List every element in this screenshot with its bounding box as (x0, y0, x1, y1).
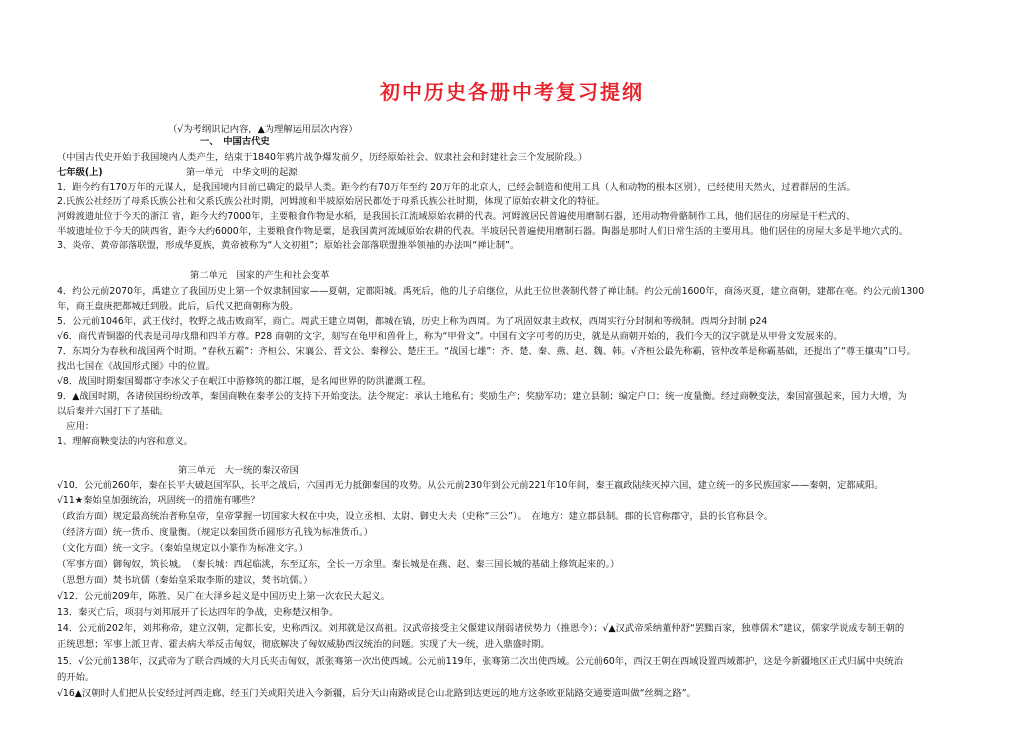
intro-text: （中国古代史开始于我国境内人类产生，结束于1840年鸦片战争爆发前夕，历经原始社会、奴隶社会和封建社会三个发展阶段。） (57, 152, 588, 163)
unit2-line: √8．战国时期秦国蜀郡守李冰父子在岷江中游修筑的都江堰，是名闻世界的防洪灌溉工程。 (57, 376, 432, 387)
unit3-line: 14．公元前202年，刘邦称帝，建立汉朝，定都长安，史称西汉。刘邦就是汉高祖。汉武帝接受主父偃建议削弱诸侯势力（推恩令）；√▲汉武帝采纳董仲舒“罢黜百家，独尊儒术”建议，儒家学说成专制王朝的 (57, 623, 905, 634)
unit2-line: 5．公元前1046年，武王伐纣，牧野之战击败商军，商亡。周武王建立周朝，都城在镐，历史上称为西周。为了巩固奴隶主政权，西周实行分封制和等级制。西周分封制 p24 (57, 316, 768, 327)
unit2-title: 第二单元 国家的产生和社会变革 (190, 270, 330, 281)
unit1-line: 3、炎帝、黄帝部落联盟，形成华夏族，黄帝被称为“人文初祖”；原始社会部落联盟推举领袖的办法叫“禅让制”。 (57, 240, 520, 251)
unit3-line: 13．秦灭亡后，项羽与刘邦展开了长达四年的争战，史称楚汉相争。 (57, 607, 339, 618)
unit2-line: 1、理解商鞅变法的内容和意义。 (57, 436, 194, 447)
unit2-line: 年，商王盘庚把都城迁到殷。此后，后代又把商朝称为殷。 (57, 301, 299, 312)
unit3-line: √12．公元前209年，陈胜、吴广在大泽乡起义是中国历史上第一次农民大起义。 (57, 591, 390, 602)
unit3-line: （军事方面）御匈奴，筑长城。 （秦长城：西起临洮，东至辽东，全长一万余里。秦长城是在燕、赵、秦三国长城的基础上修筑起来的。） (57, 559, 620, 570)
unit1-line: 2.氏族公社经历了母系氏族公社和父系氏族公社时期，河姆渡和半坡原始居民都处于母系氏族公社时期，体现了原始农耕文化的特征。 (57, 196, 606, 207)
unit3-line: （经济方面）统一货币、度量衡。（规定以秦国货币圆形方孔钱为标准货币。） (57, 527, 374, 538)
document-title: 初中历史各册中考复习提纲 (380, 80, 644, 104)
unit2-line: 以后秦并六国打下了基础。 (57, 406, 169, 417)
unit3-title: 第三单元 大一统的秦汉帝国 (178, 465, 299, 476)
unit3-line: 15．√公元前138年，汉武帝为了联合西域的大月氏夹击匈奴，派张骞第一次出使西域。公元前119年，张骞第二次出使西域。公元前60年，西汉王朝在西域设置西域都护，这是今新疆地区正式归属中央统治 (57, 656, 904, 667)
unit2-line: 7．东周分为春秋和战国两个时期。“春秋五霸”：齐桓公、宋襄公、晋文公、秦穆公、楚庄王。“战国七雄”：齐、楚、秦、燕、赵、魏、韩。√齐桓公最先称霸，管仲改革是称霸基础，还提出了“尊王攘夷”口号。 (57, 346, 916, 357)
unit2-line: √6．商代青铜器的代表是司母戊鼎和四羊方尊。P28 商朝的文字，刻写在龟甲和兽骨上，称为“甲骨文”。中国有文字可考的历史，就是从商朝开始的，我们今天的汉字就是从甲骨文发展来的。 (57, 331, 843, 342)
part-heading: 一、 中国古代史 (200, 136, 270, 147)
unit2-line: 找出七国在《战国形式图》中的位置。 (57, 361, 216, 372)
legend-note: （√为考纲识记内容，▲为理解运用层次内容） (168, 124, 358, 135)
unit2-line: 4．约公元前2070年，禹建立了我国历史上第一个奴隶制国家——夏朝，定都阳城。禹死后，他的儿子启继位，从此王位世袭制代替了禅让制。约公元前1600年，商汤灭夏，建立商朝，建都在亳。约公元前1300 (57, 286, 925, 297)
unit3-line: √11★秦始皇加强统治，巩固统一的措施有哪些？ (57, 495, 260, 506)
unit2-line: 应用： (57, 421, 95, 432)
unit3-line: （思想方面）焚书坑儒（秦始皇采取李斯的建议，焚书坑儒。） (57, 575, 313, 586)
unit3-line: （政治方面）规定最高统治者称皇帝，皇帝掌握一切国家大权在中央，设立丞相、太尉、御史大夫（史称“三公”）。 在地方：建立郡县制。郡的长官称郡守，县的长官称县令。 (57, 511, 774, 522)
grade-heading: 七年级(上) (57, 167, 103, 178)
unit1-title: 第一单元 中华文明的起源 (186, 167, 298, 178)
unit1-line: 半坡遗址位于今天的陕西省，距今大约6000年，主要粮食作物是粟，是我国黄河流域原始农耕的代表。半坡居民普遍使用磨制石器。陶器是那时人们日常生活的主要用具。他们居住的房屋大多是半地穴式的。 (57, 226, 909, 237)
unit1-line: 1．距今约有170万年的元谋人，是我国境内目前已确定的最早人类。距今约有70万年至约 20万年的北京人，已经会制造和使用工具（人和动物的根本区别），已经使用天然火，过着群居的生活。 (57, 182, 856, 193)
unit3-line: √10．公元前260年，秦在长平大破赵国军队，长平之战后，六国再无力抵御秦国的攻势。从公元前230年到公元前221年10年间，秦王嬴政陆续灭掉六国，建立统一的多民族国家——秦朝，定都咸阳。 (57, 480, 884, 491)
unit3-line: 的开始。 (57, 672, 95, 683)
unit3-line: 正统思想；军事上派卫青、霍去病大举反击匈奴，彻底解决了匈奴威胁西汉统治的问题。实现了大一统，进入鼎盛时期。 (57, 639, 550, 650)
unit1-line: 河姆渡遗址位于今天的浙江 省，距今大约7000年，主要粮食作物是水稻，是我国长江流域原始农耕的代表。河姆渡居民普遍使用磨制石器，还用动物骨骼制作工具，他们居住的房屋是干栏式的、 (57, 211, 856, 222)
unit3-line: （文化方面）统一文字。（秦始皇规定以小篆作为标准文字。） (57, 543, 309, 554)
unit2-line: 9．▲战国时期，各诸侯国纷纷改革，秦国商鞅在秦孝公的支持下开始变法。法令规定：承认土地私有；奖励生产；奖励军功；建立县制；编定户口；统一度量衡。经过商鞅变法，秦国富强起来，国力大增，为 (57, 391, 907, 402)
unit3-line: √16▲汉朝时人们把从长安经过河西走廊、经玉门关或阳关进入今新疆，后分天山南路或昆仑山北路到达更远的地方这条欧亚陆路交通要道叫做“丝绸之路”。 (57, 688, 696, 699)
